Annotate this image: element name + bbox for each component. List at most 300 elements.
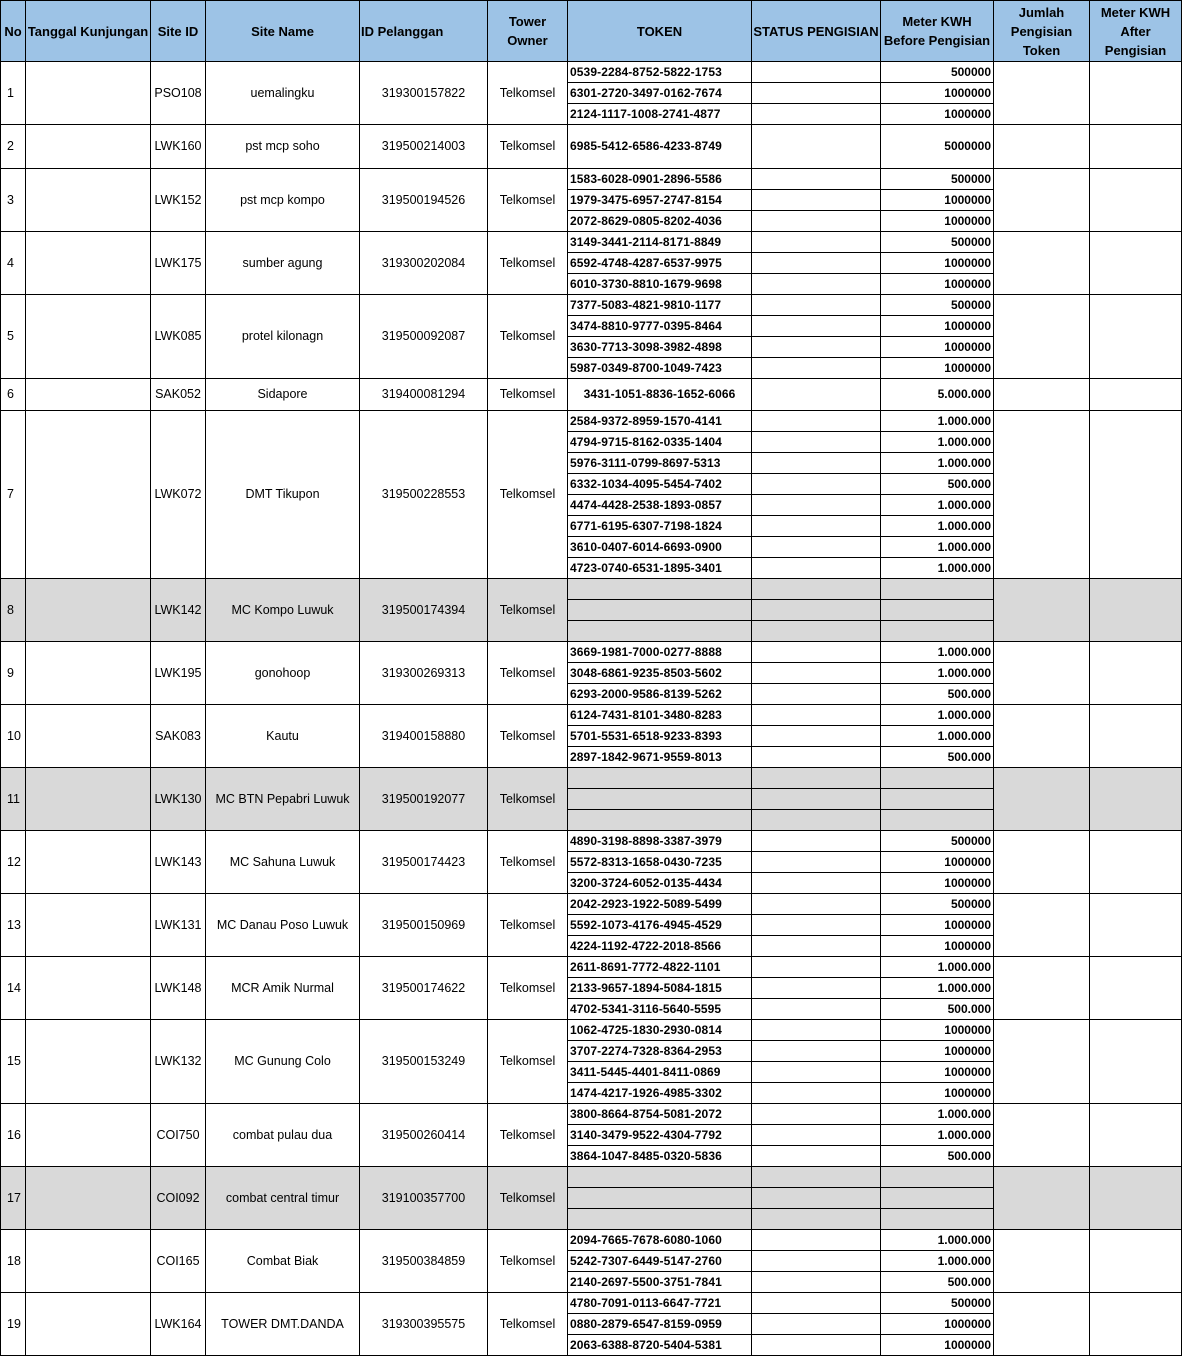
status-pengisian-cell[interactable] [752,747,881,768]
token-cell: 6985-5412-6586-4233-8749 [568,125,752,169]
token-cell [568,1167,752,1188]
site-name-cell: Kautu [206,705,360,768]
token-cell: 3140-3479-9522-4304-7792 [568,1125,752,1146]
status-pengisian-cell[interactable] [752,358,881,379]
jumlah-pengisian-cell[interactable] [994,295,1090,379]
token-cell: 3864-1047-8485-0320-5836 [568,1146,752,1167]
table-row [1,642,1182,663]
id-pelanggan-cell: 319500192077 [360,768,488,831]
status-pengisian-cell[interactable] [752,1314,881,1335]
jumlah-pengisian-cell[interactable] [994,579,1090,642]
jumlah-pengisian-cell[interactable] [994,169,1090,232]
meter-after-cell[interactable] [1090,379,1182,411]
meter-before-cell: 1.000.000 [881,1251,994,1272]
meter-before-cell: 500.000 [881,999,994,1020]
status-pengisian-cell[interactable] [752,1272,881,1293]
site-name-cell: protel kilonagn [206,295,360,379]
tanggal-kunjungan-cell[interactable] [26,62,151,125]
status-pengisian-cell[interactable] [752,600,881,621]
id-pelanggan-cell: 319400081294 [360,379,488,411]
token-cell [568,1188,752,1209]
meter-before-cell: 500.000 [881,1272,994,1293]
tanggal-kunjungan-cell[interactable] [26,705,151,768]
status-pengisian-cell[interactable] [752,1062,881,1083]
token-cell: 3707-2274-7328-8364-2953 [568,1041,752,1062]
token-cell: 4702-5341-3116-5640-5595 [568,999,752,1020]
tanggal-kunjungan-cell[interactable] [26,894,151,957]
row-no-cell: 16 [1,1104,26,1167]
tanggal-kunjungan-cell[interactable] [26,232,151,295]
site-name-cell: DMT Tikupon [206,411,360,579]
tanggal-kunjungan-cell[interactable] [26,1293,151,1356]
jumlah-pengisian-cell[interactable] [994,642,1090,705]
meter-after-cell[interactable] [1090,411,1182,579]
token-cell: 6301-2720-3497-0162-7674 [568,83,752,104]
status-pengisian-cell[interactable] [752,495,881,516]
row-no-cell: 12 [1,831,26,894]
meter-after-cell[interactable] [1090,1020,1182,1104]
id-pelanggan-cell: 319500174394 [360,579,488,642]
token-cell: 6124-7431-8101-3480-8283 [568,705,752,726]
meter-after-cell[interactable] [1090,957,1182,1020]
tanggal-kunjungan-cell[interactable] [26,1167,151,1230]
meter-before-cell [881,1167,994,1188]
header-meter-after: Meter KWH After Pengisian [1090,1,1182,62]
status-pengisian-cell[interactable] [752,1125,881,1146]
header-site-id: Site ID [151,1,206,62]
tanggal-kunjungan-cell[interactable] [26,1020,151,1104]
meter-after-cell[interactable] [1090,768,1182,831]
site-id-cell: SAK083 [151,705,206,768]
header-tanggal-kunjungan: Tanggal Kunjungan [26,1,151,62]
table-row [1,1167,1182,1188]
tower-owner-cell: Telkomsel [488,1230,568,1293]
status-pengisian-cell[interactable] [752,125,881,169]
jumlah-pengisian-cell[interactable] [994,1104,1090,1167]
meter-after-cell[interactable] [1090,295,1182,379]
meter-before-cell: 1000000 [881,852,994,873]
token-cell: 2042-2923-1922-5089-5499 [568,894,752,915]
jumlah-pengisian-cell[interactable] [994,831,1090,894]
tanggal-kunjungan-cell[interactable] [26,1230,151,1293]
status-pengisian-cell[interactable] [752,537,881,558]
status-pengisian-cell[interactable] [752,558,881,579]
site-name-cell: TOWER DMT.DANDA [206,1293,360,1356]
id-pelanggan-cell: 319500228553 [360,411,488,579]
meter-before-cell [881,1188,994,1209]
site-id-cell: LWK175 [151,232,206,295]
meter-before-cell: 500000 [881,831,994,852]
meter-before-cell: 1000000 [881,1062,994,1083]
status-pengisian-cell[interactable] [752,1020,881,1041]
header-tower-owner: Tower Owner [488,1,568,62]
tanggal-kunjungan-cell[interactable] [26,411,151,579]
token-cell: 1979-3475-6957-2747-8154 [568,190,752,211]
row-no-cell: 3 [1,169,26,232]
table-row [1,125,1182,169]
meter-before-cell [881,789,994,810]
token-cell: 0880-2879-6547-8159-0959 [568,1314,752,1335]
token-cell: 7377-5083-4821-9810-1177 [568,295,752,316]
site-id-cell: LWK130 [151,768,206,831]
meter-before-cell: 1000000 [881,83,994,104]
table-row [1,705,1182,726]
tower-owner-cell: Telkomsel [488,705,568,768]
id-pelanggan-cell: 319500092087 [360,295,488,379]
site-id-cell: LWK085 [151,295,206,379]
status-pengisian-cell[interactable] [752,379,881,411]
id-pelanggan-cell: 319300157822 [360,62,488,125]
status-pengisian-cell[interactable] [752,684,881,705]
meter-after-cell[interactable] [1090,894,1182,957]
jumlah-pengisian-cell[interactable] [994,125,1090,169]
meter-before-cell: 1000000 [881,316,994,337]
meter-after-cell[interactable] [1090,1167,1182,1230]
tanggal-kunjungan-cell[interactable] [26,831,151,894]
status-pengisian-cell[interactable] [752,810,881,831]
tanggal-kunjungan-cell[interactable] [26,295,151,379]
status-pengisian-cell[interactable] [752,873,881,894]
id-pelanggan-cell: 319500174423 [360,831,488,894]
meter-before-cell: 1.000.000 [881,726,994,747]
table-row [1,831,1182,852]
meter-before-cell: 500000 [881,295,994,316]
row-no-cell: 4 [1,232,26,295]
row-no-cell: 14 [1,957,26,1020]
status-pengisian-cell[interactable] [752,253,881,274]
meter-after-cell[interactable] [1090,169,1182,232]
meter-before-cell: 1.000.000 [881,1230,994,1251]
id-pelanggan-cell: 319400158880 [360,705,488,768]
tower-owner-cell: Telkomsel [488,768,568,831]
header-id-pelanggan: ID Pelanggan [360,1,488,62]
row-no-cell: 15 [1,1020,26,1104]
status-pengisian-cell[interactable] [752,432,881,453]
token-cell: 2133-9657-1894-5084-1815 [568,978,752,999]
status-pengisian-cell[interactable] [752,1230,881,1251]
status-pengisian-cell[interactable] [752,104,881,125]
meter-after-cell[interactable] [1090,1293,1182,1356]
status-pengisian-cell[interactable] [752,852,881,873]
site-name-cell: MC Gunung Colo [206,1020,360,1104]
status-pengisian-cell[interactable] [752,978,881,999]
jumlah-pengisian-cell[interactable] [994,1293,1090,1356]
status-pengisian-cell[interactable] [752,274,881,295]
status-pengisian-cell[interactable] [752,1251,881,1272]
status-pengisian-cell[interactable] [752,1188,881,1209]
tanggal-kunjungan-cell[interactable] [26,768,151,831]
site-name-cell: Combat Biak [206,1230,360,1293]
status-pengisian-cell[interactable] [752,453,881,474]
meter-before-cell [881,810,994,831]
site-id-cell: LWK164 [151,1293,206,1356]
meter-before-cell: 1.000.000 [881,453,994,474]
meter-before-cell: 1.000.000 [881,411,994,432]
token-cell: 4890-3198-8898-3387-3979 [568,831,752,852]
meter-after-cell[interactable] [1090,125,1182,169]
tower-owner-cell: Telkomsel [488,411,568,579]
token-cell: 6332-1034-4095-5454-7402 [568,474,752,495]
row-no-cell: 9 [1,642,26,705]
tanggal-kunjungan-cell[interactable] [26,579,151,642]
meter-before-cell [881,579,994,600]
token-cell [568,600,752,621]
status-pengisian-cell[interactable] [752,1335,881,1356]
tanggal-kunjungan-cell[interactable] [26,957,151,1020]
tower-owner-cell: Telkomsel [488,295,568,379]
status-pengisian-cell[interactable] [752,831,881,852]
meter-after-cell[interactable] [1090,1230,1182,1293]
site-name-cell: sumber agung [206,232,360,295]
token-cell: 3200-3724-6052-0135-4434 [568,873,752,894]
site-name-cell: combat pulau dua [206,1104,360,1167]
status-pengisian-cell[interactable] [752,62,881,83]
tower-owner-cell: Telkomsel [488,169,568,232]
status-pengisian-cell[interactable] [752,999,881,1020]
meter-before-cell: 1000000 [881,358,994,379]
meter-after-cell[interactable] [1090,62,1182,125]
tanggal-kunjungan-cell[interactable] [26,379,151,411]
status-pengisian-cell[interactable] [752,1104,881,1125]
status-pengisian-cell[interactable] [752,894,881,915]
status-pengisian-cell[interactable] [752,579,881,600]
table-row [1,62,1182,83]
row-no-cell: 11 [1,768,26,831]
status-pengisian-cell[interactable] [752,915,881,936]
site-id-cell: LWK148 [151,957,206,1020]
jumlah-pengisian-cell[interactable] [994,768,1090,831]
tower-owner-cell: Telkomsel [488,125,568,169]
status-pengisian-cell[interactable] [752,169,881,190]
site-id-cell: LWK072 [151,411,206,579]
meter-before-cell: 1000000 [881,190,994,211]
status-pengisian-cell[interactable] [752,516,881,537]
row-no-cell: 13 [1,894,26,957]
id-pelanggan-cell: 319500174622 [360,957,488,1020]
token-cell [568,789,752,810]
meter-after-cell[interactable] [1090,579,1182,642]
table-row [1,232,1182,253]
status-pengisian-cell[interactable] [752,1083,881,1104]
token-cell: 3048-6861-9235-8503-5602 [568,663,752,684]
status-pengisian-cell[interactable] [752,726,881,747]
token-cell: 6293-2000-9586-8139-5262 [568,684,752,705]
id-pelanggan-cell: 319500153249 [360,1020,488,1104]
id-pelanggan-cell: 319300269313 [360,642,488,705]
status-pengisian-cell[interactable] [752,936,881,957]
status-pengisian-cell[interactable] [752,337,881,358]
token-cell: 5976-3111-0799-8697-5313 [568,453,752,474]
status-pengisian-cell[interactable] [752,663,881,684]
meter-before-cell: 500.000 [881,684,994,705]
meter-before-cell: 1000000 [881,1020,994,1041]
jumlah-pengisian-cell[interactable] [994,1230,1090,1293]
table-row [1,768,1182,789]
site-name-cell: pst mcp soho [206,125,360,169]
tower-owner-cell: Telkomsel [488,957,568,1020]
site-name-cell: pst mcp kompo [206,169,360,232]
tanggal-kunjungan-cell[interactable] [26,125,151,169]
token-cell: 2140-2697-5500-3751-7841 [568,1272,752,1293]
id-pelanggan-cell: 319100357700 [360,1167,488,1230]
meter-after-cell[interactable] [1090,1104,1182,1167]
token-cell: 1583-6028-0901-2896-5586 [568,169,752,190]
meter-before-cell: 1000000 [881,211,994,232]
header-no: No [1,1,26,62]
jumlah-pengisian-cell[interactable] [994,894,1090,957]
status-pengisian-cell[interactable] [752,232,881,253]
jumlah-pengisian-cell[interactable] [994,232,1090,295]
row-no-cell: 7 [1,411,26,579]
id-pelanggan-cell: 319500260414 [360,1104,488,1167]
tanggal-kunjungan-cell[interactable] [26,642,151,705]
status-pengisian-cell[interactable] [752,83,881,104]
meter-before-cell: 500000 [881,169,994,190]
meter-before-cell: 500000 [881,1293,994,1314]
token-cell: 4224-1192-4722-2018-8566 [568,936,752,957]
tower-owner-cell: Telkomsel [488,1167,568,1230]
jumlah-pengisian-cell[interactable] [994,705,1090,768]
site-id-cell: COI750 [151,1104,206,1167]
token-cell [568,579,752,600]
jumlah-pengisian-cell[interactable] [994,1167,1090,1230]
site-name-cell: MCR Amik Nurmal [206,957,360,1020]
site-id-cell: COI165 [151,1230,206,1293]
row-no-cell: 2 [1,125,26,169]
token-cell [568,768,752,789]
jumlah-pengisian-cell[interactable] [994,62,1090,125]
row-no-cell: 1 [1,62,26,125]
tanggal-kunjungan-cell[interactable] [26,169,151,232]
status-pengisian-cell[interactable] [752,768,881,789]
meter-before-cell: 1000000 [881,1335,994,1356]
status-pengisian-cell[interactable] [752,316,881,337]
row-no-cell: 17 [1,1167,26,1230]
tower-owner-cell: Telkomsel [488,62,568,125]
status-pengisian-cell[interactable] [752,621,881,642]
token-cell: 4780-7091-0113-6647-7721 [568,1293,752,1314]
status-pengisian-cell[interactable] [752,705,881,726]
id-pelanggan-cell: 319500150969 [360,894,488,957]
status-pengisian-cell[interactable] [752,1209,881,1230]
header-meter-before: Meter KWH Before Pengisian [881,1,994,62]
token-cell: 2094-7665-7678-6080-1060 [568,1230,752,1251]
meter-before-cell: 1000000 [881,1083,994,1104]
status-pengisian-cell[interactable] [752,1041,881,1062]
token-cell: 5572-8313-1658-0430-7235 [568,852,752,873]
site-id-cell: LWK143 [151,831,206,894]
id-pelanggan-cell: 319300202084 [360,232,488,295]
header-jumlah-pengisian: Jumlah Pengisian Token [994,1,1090,62]
meter-before-cell [881,1209,994,1230]
site-id-cell: LWK131 [151,894,206,957]
token-cell: 5242-7307-6449-5147-2760 [568,1251,752,1272]
jumlah-pengisian-cell[interactable] [994,411,1090,579]
site-id-cell: LWK195 [151,642,206,705]
table-row [1,957,1182,978]
token-cell: 6010-3730-8810-1679-9698 [568,274,752,295]
status-pengisian-cell[interactable] [752,474,881,495]
status-pengisian-cell[interactable] [752,1167,881,1188]
meter-before-cell: 500000 [881,62,994,83]
meter-after-cell[interactable] [1090,831,1182,894]
meter-before-cell: 1.000.000 [881,516,994,537]
table-body [1,62,1182,1356]
table-row [1,1020,1182,1041]
site-name-cell: MC Danau Poso Luwuk [206,894,360,957]
table-row [1,295,1182,316]
meter-before-cell: 500.000 [881,1146,994,1167]
token-cell: 2124-1117-1008-2741-4877 [568,104,752,125]
site-id-cell: PSO108 [151,62,206,125]
site-id-cell: SAK052 [151,379,206,411]
meter-before-cell [881,621,994,642]
site-name-cell: MC Sahuna Luwuk [206,831,360,894]
table-row [1,1230,1182,1251]
jumlah-pengisian-cell[interactable] [994,957,1090,1020]
token-cell: 3431-1051-8836-1652-6066 [568,379,752,411]
tower-owner-cell: Telkomsel [488,379,568,411]
token-cell: 3149-3441-2114-8171-8849 [568,232,752,253]
header-status-pengisian: STATUS PENGISIAN [752,1,881,62]
site-id-cell: LWK132 [151,1020,206,1104]
header-token: TOKEN [568,1,752,62]
status-pengisian-cell[interactable] [752,789,881,810]
meter-after-cell[interactable] [1090,232,1182,295]
status-pengisian-cell[interactable] [752,190,881,211]
status-pengisian-cell[interactable] [752,957,881,978]
site-name-cell: MC BTN Pepabri Luwuk [206,768,360,831]
token-cell [568,1209,752,1230]
token-cell: 6592-4748-4287-6537-9975 [568,253,752,274]
jumlah-pengisian-cell[interactable] [994,1020,1090,1104]
meter-before-cell: 1.000.000 [881,537,994,558]
status-pengisian-cell[interactable] [752,1146,881,1167]
meter-before-cell: 5000000 [881,125,994,169]
status-pengisian-cell[interactable] [752,642,881,663]
meter-before-cell: 1.000.000 [881,1104,994,1125]
jumlah-pengisian-cell[interactable] [994,379,1090,411]
meter-after-cell[interactable] [1090,705,1182,768]
token-cell [568,621,752,642]
token-cell: 1062-4725-1830-2930-0814 [568,1020,752,1041]
table-row [1,579,1182,600]
meter-before-cell: 1.000.000 [881,495,994,516]
meter-before-cell: 1.000.000 [881,432,994,453]
meter-before-cell: 1000000 [881,873,994,894]
meter-after-cell[interactable] [1090,642,1182,705]
meter-before-cell: 1.000.000 [881,663,994,684]
token-cell: 2897-1842-9671-9559-8013 [568,747,752,768]
meter-before-cell: 1000000 [881,1041,994,1062]
token-cell: 3630-7713-3098-3982-4898 [568,337,752,358]
token-cell [568,810,752,831]
status-pengisian-cell[interactable] [752,1293,881,1314]
id-pelanggan-cell: 319300395575 [360,1293,488,1356]
status-pengisian-cell[interactable] [752,411,881,432]
status-pengisian-cell[interactable] [752,295,881,316]
meter-before-cell: 1000000 [881,915,994,936]
token-cell: 5701-5531-6518-9233-8393 [568,726,752,747]
token-cell: 1474-4217-1926-4985-3302 [568,1083,752,1104]
token-cell: 2584-9372-8959-1570-4141 [568,411,752,432]
status-pengisian-cell[interactable] [752,211,881,232]
token-cell: 2611-8691-7772-4822-1101 [568,957,752,978]
token-cell: 6771-6195-6307-7198-1824 [568,516,752,537]
meter-before-cell: 1000000 [881,1314,994,1335]
tanggal-kunjungan-cell[interactable] [26,1104,151,1167]
token-cell: 3411-5445-4401-8411-0869 [568,1062,752,1083]
